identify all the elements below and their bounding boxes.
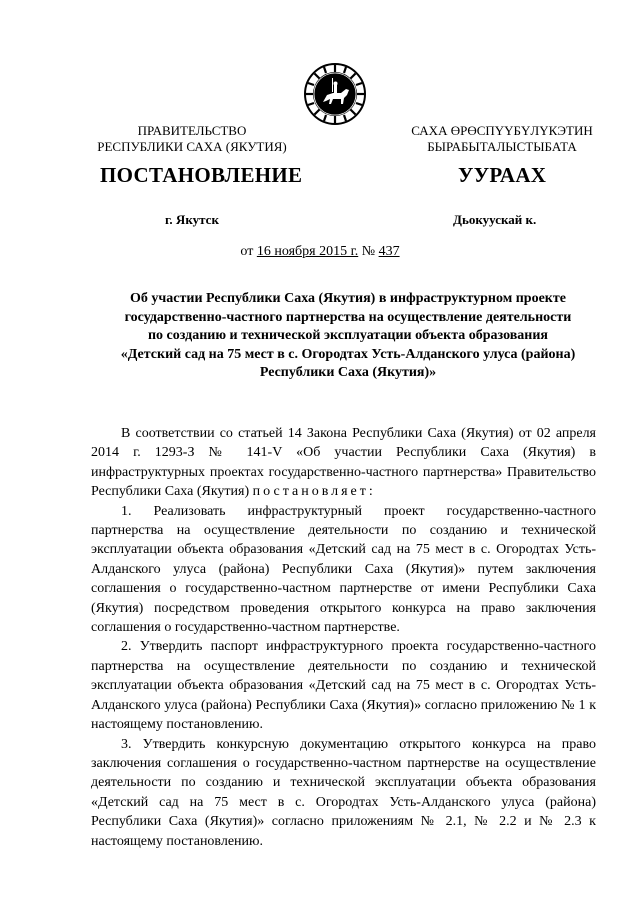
intro-paragraph [91, 424, 596, 502]
intro-text: В соответствии со статьей 14 Закона Республики Саха (Якутия) от 02 апреля 2014 г. 1293-З № 141-V «Об участии Республики Саха (Якутия) в инфраструктурных проектах государственно-частного партнерства» Правительство Республики Саха (Якутия) [91, 426, 596, 500]
title-right: УУРААХ [458, 163, 547, 187]
date-prefix: от [240, 244, 257, 259]
title-left: ПОСТАНОВЛЕНИЕ [100, 163, 303, 187]
city-right: Дьокуускай к. [453, 212, 537, 227]
item-2: 2. Утвердить паспорт инфраструктурного проекта государственно-частного партнерства на осуществление деятельности по созданию и технической эксплуатации объекта образования «Детский сад на 75 мест в с. Огородтах Усть-Алданского улуса (района) Республики Саха (Якутия)» согласно приложению № 1 к настоящему постановлению. [91, 639, 596, 733]
document-title-line: Республики Саха (Якутия)» [259, 365, 437, 381]
header-left [82, 123, 302, 155]
document-title-line: по созданию и технической эксплуатации объекта образования [147, 328, 548, 344]
document-title-line: «Детский сад на 75 мест в с. Огородтах Усть-Алданского улуса (района) [120, 346, 576, 362]
header-right-line1: САХА ӨРӨСПҮҮБҮЛҮКЭТИН [411, 123, 593, 138]
header-right [392, 123, 612, 155]
number-prefix: № [358, 244, 379, 259]
item-3: 3. Утвердить конкурсную документацию открытого конкурса на право заключения соглашения о государственно-частном партнерстве на осуществление деятельности по созданию и технической эксплуатации объекта образования «Детский сад на 75 мест в с. Огородтах Усть-Алданского улуса (района) Республики Саха (Якутия)» согласно приложениям № 2.1, № 2.2 и № 2.3 к настоящему постановлению. [91, 736, 596, 849]
decree-date: 16 ноября 2015 г. [256, 244, 359, 259]
header-left-line2: РЕСПУБЛИКИ САХА (ЯКУТИЯ) [97, 139, 287, 154]
document-title-line: Об участии Республики Саха (Якутия) в инфраструктурном проекте [130, 291, 566, 306]
city-left: г. Якутск [165, 212, 219, 227]
document-title [88, 290, 608, 383]
date-line [0, 244, 640, 260]
decree-number: 437 [378, 244, 400, 259]
coat-of-arms-icon [303, 62, 367, 126]
header-right-line2: БЫРАБЫТАЛЫСТЫБАТА [427, 139, 577, 154]
document-title-line: государственно-частного партнерства на осуществление деятельности [124, 309, 572, 325]
decree-word: постановляет: [252, 484, 376, 500]
document-body [91, 424, 596, 851]
header-left-line1: ПРАВИТЕЛЬСТВО [137, 123, 247, 138]
item-1: 1. Реализовать инфраструктурный проект государственно-частного партнерства на осуществление деятельности по созданию и технической эксплуатации объекта образования «Детский сад на 75 мест в с. Огородтах Усть-Алданского улуса (района) Республики Саха (Якутия)» путем заключения соглашения о государственно-частном партнерстве от имени Республики Саха (Якутия) посредством проведения открытого конкурса на право заключения соглашения о государственно-частном партнерстве. [91, 503, 596, 636]
